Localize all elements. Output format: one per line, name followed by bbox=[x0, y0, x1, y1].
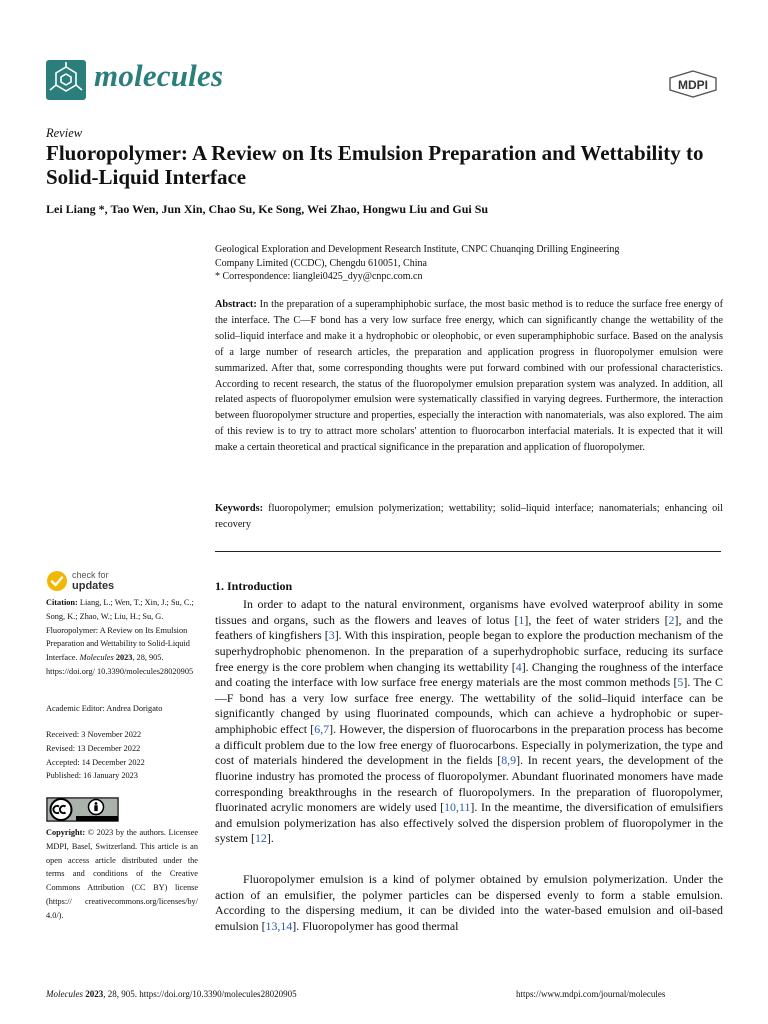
footer-year: 2023 bbox=[85, 989, 104, 999]
reference-link[interactable]: 12 bbox=[254, 831, 267, 846]
section-heading: 1. Introduction bbox=[215, 579, 293, 593]
dates-block bbox=[46, 728, 198, 783]
body-text: ]. bbox=[266, 831, 274, 846]
check-for-label[interactable]: check for bbox=[72, 570, 109, 580]
citation-volume-doi[interactable]: , 28, 905. https://doi.org/ 10.3390/molecules28020905 bbox=[46, 653, 194, 676]
footer-journal: Molecules bbox=[46, 989, 83, 999]
affiliation-line: Company Limited (CCDC), Chengdu 610051, China bbox=[215, 257, 427, 269]
body-text: ], and the feathers of kingfishers [ bbox=[215, 612, 724, 643]
reference-link[interactable]: 4 bbox=[515, 659, 522, 674]
affiliation-block bbox=[215, 243, 725, 284]
reference-link[interactable]: 6,7 bbox=[314, 722, 330, 736]
keywords bbox=[215, 501, 723, 533]
accepted-date: Accepted: 14 December 2022 bbox=[46, 757, 145, 767]
citation-journal: Molecules bbox=[79, 653, 114, 663]
author-list: Lei Liang *, Tao Wen, Jun Xin, Chao Su, Ke Song, Wei Zhao, Hongwu Liu and Gui Su bbox=[46, 202, 489, 216]
citation-text: Liang, L.; Wen, T.; Xin, J.; Su, C.; Song, K.; Zhao, W.; Liu, H.; Su, G. Fluoropolymer: A Review on Its Emulsion Preparation and Wettability to Solid-Liquid Interface. bbox=[46, 598, 194, 663]
abstract-text: In the preparation of a superamphiphobic surface, the most basic method is to reduce the surface free energy of the interface. The C—F bond has a very low surface free energy, which can significantly change the wettability of the solid–liquid interface and make it a hydrophobic or oleophobic, or even superamphiphobic surface. Based on the analysis of a large number of research articles, the preparation and application progress in fluoropolymer emulsion were summarized. After that, some corresponding thoughts were put forward combined with our professional characteristics. According to recent research, the status of the fluoropolymer emulsion preparation system was analyzed. In addition, all related aspects of fluoropolymer emulsion were systematically classified in varying degrees. Furthermore, the interaction between fluoropolymer structure and properties, especially the interaction with nanomaterials, was also explored. The aim of this review is to try to attract more scholars' attention to fluorocarbon interfacial materials. It is expected that it will make a certain theoretical and practical significance in the preparation and application of fluoropolymer. bbox=[215, 299, 724, 454]
mdpi-logo-icon bbox=[668, 70, 718, 98]
copyright-label: Copyright: bbox=[46, 828, 86, 837]
abstract bbox=[215, 297, 723, 456]
keywords-label: Keywords: bbox=[215, 503, 264, 514]
body-text: ]. In recent years, the development of the fluorine industry has promoted the process of fluoropolymer. Abundant fluorinated monomers have made corresponding breakthroughs in the research of fluoropolymers. In the preparation of fluoropolymer, fluorinated acrylic monomers are widely used [ bbox=[215, 753, 724, 815]
intro-paragraph-1 bbox=[215, 597, 723, 847]
paper-title: Fluoropolymer: A Review on Its Emulsion Preparation and Wettability to Solid-Liquid Interface bbox=[46, 141, 704, 189]
cc-by-license-icon[interactable] bbox=[46, 797, 119, 822]
citation-year: 2023 bbox=[115, 653, 133, 663]
body-text: Fluoropolymer emulsion is a kind of polymer obtained by emulsion polymerization. Under the action of an emulsifier, the polymer particles can be dispersed evenly to form a stable emulsion. According to the dispersing medium, it can be divided into the water-based emulsion and oil-based emulsion [ bbox=[215, 872, 723, 933]
body-text: ]. However, the dispersion of fluorocarbons in the preparation process has become a difficult problem due to the low free energy of fluorocarbons. Especially in polymerization, the type and cost of materials hindered the development in the fields [ bbox=[215, 722, 723, 768]
reference-link[interactable]: 1 bbox=[518, 612, 525, 627]
updates-label[interactable]: updates bbox=[72, 580, 115, 592]
footer-journal-url[interactable]: https://www.mdpi.com/journal/molecules bbox=[516, 989, 666, 999]
footer-citation bbox=[46, 989, 297, 999]
reference-link[interactable]: 3 bbox=[328, 628, 335, 643]
reference-link[interactable]: 5 bbox=[677, 675, 684, 690]
revised-date: Revised: 13 December 2022 bbox=[46, 743, 141, 753]
check-for-updates-icon[interactable] bbox=[46, 570, 68, 592]
body-text: ]. The C—F bond has a very low surface free energy. The wettability of the solid–liquid interface can be significantly changed by using fluorinated compounds, which can achieve a hydrophobic or super-amphiphobic effect [ bbox=[215, 675, 723, 736]
reference-link[interactable]: 2 bbox=[668, 612, 675, 627]
body-text: ], the feet of water striders [ bbox=[524, 612, 669, 627]
copyright-block bbox=[46, 826, 198, 923]
published-date: Published: 16 January 2023 bbox=[46, 771, 138, 781]
body-text: ]. Changing the roughness of the interface and coating the interface with low surface free energy materials are the most common methods [ bbox=[215, 659, 723, 690]
intro-paragraph-2 bbox=[215, 872, 723, 935]
mdpi-label: MDPI bbox=[678, 78, 708, 92]
body-text: In order to adapt to the natural environment, organisms have evolved waterproof ability in some tissues and organs, such as the flowers and leaves of lotus [ bbox=[215, 597, 723, 627]
affiliation-line: Geological Exploration and Development Research Institute, CNPC Chuanqing Drilling Engineering bbox=[215, 244, 620, 255]
abstract-label: Abstract: bbox=[215, 299, 257, 310]
article-type: Review bbox=[46, 126, 83, 140]
body-text: ]. In the meantime, the diversification of emulsifiers and emulsion polymerization has also effectively solved the dispersion problem of fluoropolymer in the system [ bbox=[215, 800, 723, 846]
reference-link[interactable]: 13,14 bbox=[265, 918, 293, 933]
reference-link[interactable]: 10,11 bbox=[444, 800, 471, 815]
journal-name: molecules bbox=[94, 58, 224, 93]
citation-label: Citation: bbox=[46, 598, 78, 607]
correspondence: * Correspondence: lianglei0425_dyy@cnpc.com.cn bbox=[215, 271, 423, 282]
keywords-text: fluoropolymer; emulsion polymerization; wettability; solid–liquid interface; nanomaterials; enhancing oil recovery bbox=[215, 503, 724, 530]
reference-link[interactable]: 8,9 bbox=[501, 753, 517, 768]
received-date: Received: 3 November 2022 bbox=[46, 730, 142, 739]
section-divider bbox=[215, 551, 721, 552]
footer-doi[interactable]: , 28, 905. https://doi.org/10.3390/molecules28020905 bbox=[103, 989, 297, 999]
copyright-text: © 2023 by the authors. Licensee MDPI, Basel, Switzerland. This article is an open access article distributed under the terms and conditions of the Creative Commons Attribution (CC BY) license (https:// creativecommons.org/licenses/by/ 4.0/). bbox=[46, 828, 199, 920]
body-text: ]. Fluoropolymer has good thermal bbox=[292, 918, 459, 933]
molecules-logo-icon bbox=[46, 60, 86, 100]
body-text: ]. With this inspiration, people began to explore the production mechanism of the superhydrophobic phenomenon. In the preparation of a superhydrophobic surface, reducing its surface free energy is the core problem when changing its wettability [ bbox=[215, 628, 723, 674]
academic-editor: Academic Editor: Andrea Dorigato bbox=[46, 704, 163, 713]
citation-block bbox=[46, 596, 198, 679]
